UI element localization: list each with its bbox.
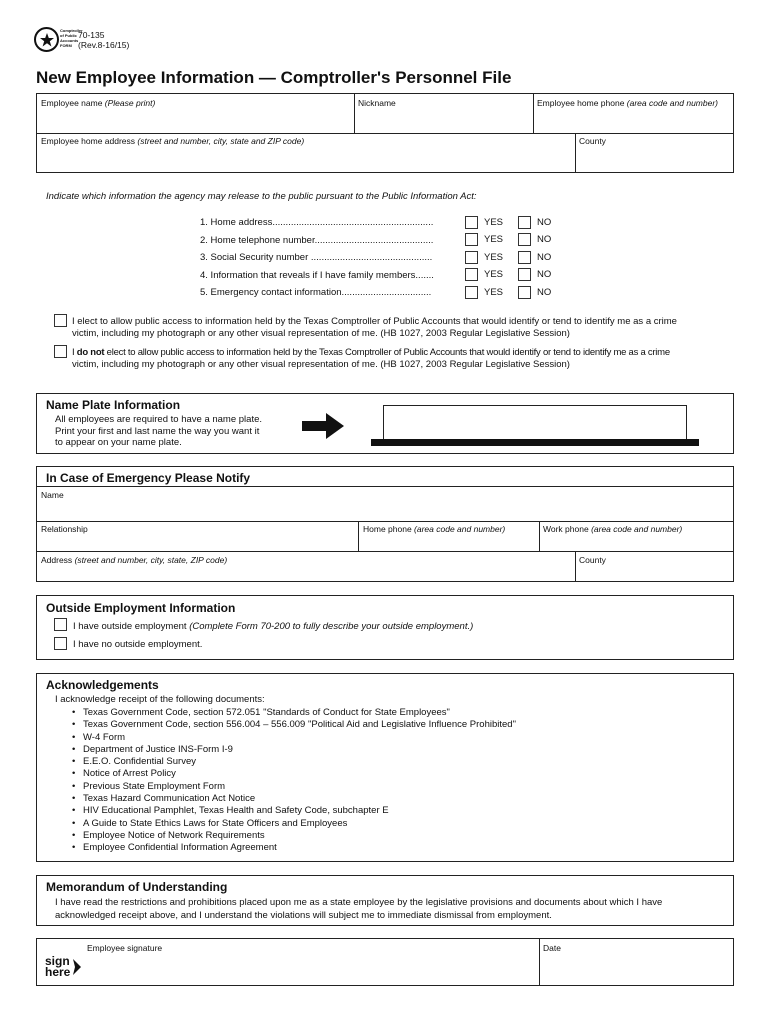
employee-info-grid [36, 93, 734, 173]
home-address-yes-checkbox[interactable] [465, 216, 478, 229]
county-label: County [579, 136, 606, 146]
has-outside-employment-checkbox[interactable] [54, 618, 67, 631]
emergency-address-note: (street and number, city, state, ZIP code) [74, 555, 228, 565]
yes-label: YES [484, 252, 504, 263]
home-phone-label: Employee home phone [537, 98, 625, 108]
employee-name-field[interactable] [41, 98, 351, 130]
emergency-name-field[interactable] [41, 490, 731, 518]
nickname-field[interactable] [358, 98, 528, 130]
emergency-relationship-field[interactable] [41, 524, 355, 549]
emergency-name-label: Name [41, 490, 64, 500]
logo-wordmark: Comptroller of Public Accounts FORM [60, 28, 83, 48]
employee-signature-field[interactable] [87, 943, 535, 983]
emergency-home-phone-field[interactable] [363, 524, 537, 549]
date-label: Date [543, 943, 561, 953]
page-title: New Employee Information — Comptroller's Personnel File [36, 68, 512, 87]
memorandum-heading: Memorandum of Understanding [46, 880, 228, 894]
signature-section [36, 938, 734, 986]
acknowledgements-heading: Acknowledgements [46, 678, 159, 692]
outside-employment-section [36, 595, 734, 660]
list-item: • Employee Confidential Information Agreement [71, 842, 516, 854]
list-item: • Texas Hazard Communication Act Notice [71, 793, 516, 805]
no-label: NO [537, 269, 552, 280]
home-address-no-checkbox[interactable] [518, 216, 531, 229]
has-outside-employment-label: I have outside employment (Complete Form 70-200 to fully describe your outside employment.) [73, 621, 474, 632]
list-item: • W-4 Form [71, 732, 516, 744]
release-item-home-address: 1. Home address............................................................. [200, 217, 434, 228]
name-plate-instructions: All employees are required to have a name plate. Print your first and last name the way you want it to appear on your name plate. [55, 414, 263, 448]
emergency-home-phone-label: Home phone [363, 524, 412, 534]
acknowledged-documents-list [71, 707, 516, 855]
outside-employment-heading: Outside Employment Information [46, 601, 236, 615]
list-item: • Texas Government Code, section 572.051 "Standards of Conduct for State Employees" [71, 707, 516, 719]
emergency-address-field[interactable] [41, 555, 571, 580]
no-outside-employment-label: I have no outside employment. [73, 639, 203, 650]
nickname-label: Nickname [358, 98, 396, 108]
release-item-family: 4. Information that reveals if I have family members....... [200, 270, 434, 281]
employee-home-phone-field[interactable] [537, 98, 733, 130]
no-label: NO [537, 234, 552, 245]
acknowledgements-intro: I acknowledge receipt of the following documents: [55, 694, 265, 705]
list-item: • Texas Government Code, section 556.004 – 556.009 "Political Aid and Legislative Influence Prohibited" [71, 719, 516, 731]
home-address-label: Employee home address [41, 136, 136, 146]
emergency-county-label: County [579, 555, 606, 565]
emergency-work-phone-field[interactable] [543, 524, 731, 549]
yes-label: YES [484, 269, 504, 280]
ssn-yes-checkbox[interactable] [465, 251, 478, 264]
memorandum-section [36, 875, 734, 926]
list-item: • Department of Justice INS-Form I-9 [71, 744, 516, 756]
family-yes-checkbox[interactable] [465, 268, 478, 281]
list-item: • Notice of Arrest Policy [71, 768, 516, 780]
sign-here-marker: sign here [45, 954, 71, 979]
name-plate-base [371, 439, 699, 446]
elect-allow-checkbox[interactable] [54, 314, 67, 327]
emergency-yes-checkbox[interactable] [465, 286, 478, 299]
emergency-no-checkbox[interactable] [518, 286, 531, 299]
emergency-heading: In Case of Emergency Please Notify [46, 471, 251, 485]
emergency-work-phone-label: Work phone [543, 524, 589, 534]
list-item: • Employee Notice of Network Requirements [71, 830, 516, 842]
home-phone-no-checkbox[interactable] [518, 233, 531, 246]
family-no-checkbox[interactable] [518, 268, 531, 281]
memorandum-text: I have read the restrictions and prohibitions placed upon me as a state employee by the legislative provisions and documents about which I have acknowledged receipt above, and I understand the violations will subject me to immediate dismissal from employment. [55, 897, 663, 921]
yes-label: YES [484, 287, 504, 298]
employee-name-label: Employee name [41, 98, 103, 108]
list-item: • HIV Educational Pamphlet, Texas Health and Safety Code, subchapter E [71, 805, 516, 817]
emergency-home-phone-note: (area code and number) [414, 524, 506, 534]
yes-label: YES [484, 217, 504, 228]
comptroller-seal-logo [34, 27, 59, 52]
employee-home-address-field[interactable] [41, 136, 571, 170]
signature-date-field[interactable] [543, 943, 731, 983]
emergency-address-label: Address [41, 555, 73, 565]
no-label: NO [537, 287, 552, 298]
relationship-label: Relationship [41, 524, 88, 534]
acknowledgements-section [36, 673, 734, 862]
list-item: • Previous State Employment Form [71, 781, 516, 793]
release-item-ssn: 3. Social Security number .............................................. [200, 252, 433, 263]
release-item-emergency: 5. Emergency contact information.................................. [200, 287, 432, 298]
list-item: • A Guide to State Ethics Laws for State Officers and Employees [71, 818, 516, 830]
emergency-work-phone-note: (area code and number) [591, 524, 683, 534]
right-arrow-icon [302, 413, 344, 439]
form-revision: (Rev.8-16/15) [78, 40, 130, 50]
employee-signature-label: Employee signature [87, 943, 163, 953]
yes-label: YES [484, 234, 504, 245]
release-item-home-phone: 2. Home telephone number............................................. [200, 235, 434, 246]
home-address-note: (street and number, city, state and ZIP code) [137, 136, 305, 146]
name-plate-input[interactable] [383, 405, 687, 439]
home-phone-note: (area code and number) [626, 98, 718, 108]
no-label: NO [537, 252, 552, 263]
employee-name-note: (Please print) [104, 98, 156, 108]
list-item: • E.E.O. Confidential Survey [71, 756, 516, 768]
ssn-no-checkbox[interactable] [518, 251, 531, 264]
no-outside-employment-checkbox[interactable] [54, 637, 67, 650]
sign-here-arrow-icon [73, 959, 81, 975]
emergency-section [36, 466, 734, 582]
release-yes-no-grid [465, 216, 565, 306]
form-number: 70-135 [78, 30, 105, 40]
elect-allow-text: I elect to allow public access to information held by the Texas Comptroller of Public Accounts that would identify or tend to identify me as a crime victim, including my photograph or any other visual representation of me. (HB 1027, 2003 Regular Legislative Session) [72, 316, 677, 339]
emergency-county-field[interactable] [579, 555, 729, 580]
elect-deny-text: I do not elect to allow public access to information held by the Texas Comptroller of Public Accounts that would identify or tend to identify me as a crime victim, including my photograph or any other visual representation of me. (HB 1027, 2003 Regular Legislative Session) [72, 347, 670, 370]
home-phone-yes-checkbox[interactable] [465, 233, 478, 246]
no-label: NO [537, 217, 552, 228]
employee-county-field[interactable] [579, 136, 729, 170]
name-plate-section [36, 393, 734, 454]
elect-deny-checkbox[interactable] [54, 345, 67, 358]
release-intro: Indicate which information the agency may release to the public pursuant to the Public Information Act: [46, 191, 477, 202]
name-plate-heading: Name Plate Information [46, 398, 181, 412]
